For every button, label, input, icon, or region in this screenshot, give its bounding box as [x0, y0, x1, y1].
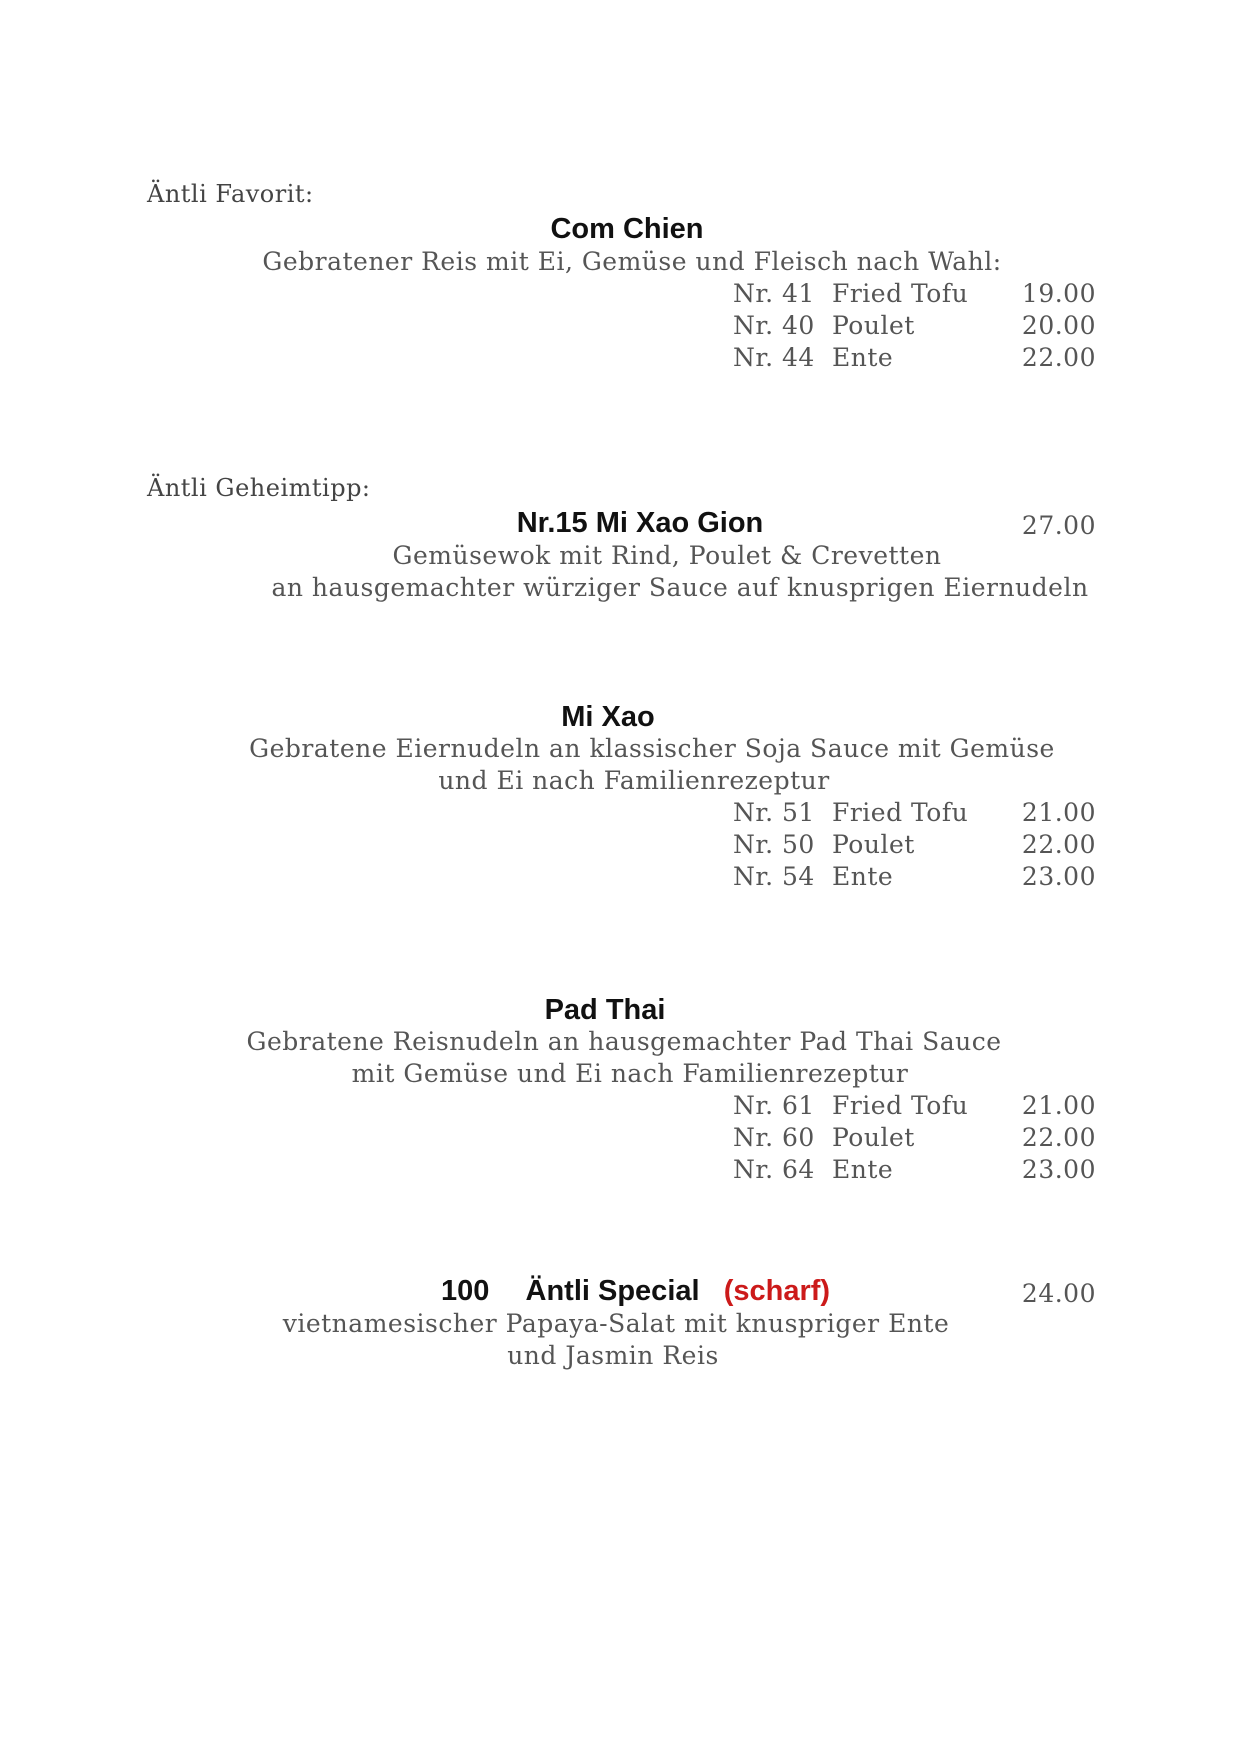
dish-number: 100 — [441, 1275, 490, 1307]
variant-name: Poulet — [832, 1123, 915, 1152]
dish-title-antli-special — [441, 1275, 830, 1308]
variant-name: Poulet — [832, 311, 915, 340]
dish-title-mi-xao-gion: Nr.15 Mi Xao Gion — [516, 507, 764, 539]
spicy-tag: (scharf) — [723, 1275, 831, 1307]
variant-price: 23.00 — [1021, 862, 1096, 891]
section-label-favorit: Äntli Favorit: — [147, 180, 314, 208]
dish-price: 24.00 — [1021, 1279, 1096, 1308]
variant-price: 22.00 — [1021, 830, 1096, 859]
dish-description: vietnamesischer Papaya-Salat mit knuspriger Ente — [282, 1309, 950, 1338]
variant-price: 22.00 — [1021, 1123, 1096, 1152]
dish-name: Äntli Special — [525, 1275, 700, 1307]
dish-title-pad-thai: Pad Thai — [544, 994, 666, 1026]
dish-description: und Ei nach Familienrezeptur — [438, 766, 830, 795]
variant-number: Nr. 60 — [733, 1123, 815, 1152]
variant-price: 20.00 — [1021, 311, 1096, 340]
variant-name: Ente — [832, 1155, 894, 1184]
variant-number: Nr. 64 — [733, 1155, 815, 1184]
variant-number: Nr. 40 — [733, 311, 815, 340]
variant-name: Ente — [832, 343, 894, 372]
dish-description: Gebratene Reisnudeln an hausgemachter Pad Thai Sauce — [246, 1027, 1002, 1056]
variant-price: 23.00 — [1021, 1155, 1096, 1184]
dish-description: Gemüsewok mit Rind, Poulet & Crevetten — [392, 541, 942, 570]
dish-title-com-chien: Com Chien — [550, 213, 704, 245]
variant-price: 21.00 — [1021, 798, 1096, 827]
variant-name: Fried Tofu — [832, 279, 969, 308]
dish-title-mi-xao: Mi Xao — [561, 701, 655, 733]
variant-number: Nr. 44 — [733, 343, 815, 372]
variant-price: 19.00 — [1021, 279, 1096, 308]
dish-price: 27.00 — [1021, 511, 1096, 540]
variant-number: Nr. 61 — [733, 1091, 815, 1120]
variant-name: Fried Tofu — [832, 798, 969, 827]
variant-name: Fried Tofu — [832, 1091, 969, 1120]
variant-price: 22.00 — [1021, 343, 1096, 372]
variant-number: Nr. 41 — [733, 279, 815, 308]
dish-description: Gebratene Eiernudeln an klassischer Soja Sauce mit Gemüse — [249, 734, 1055, 763]
dish-description: und Jasmin Reis — [507, 1341, 719, 1370]
variant-number: Nr. 54 — [733, 862, 815, 891]
variant-number: Nr. 51 — [733, 798, 815, 827]
variant-name: Ente — [832, 862, 894, 891]
section-label-geheimtipp: Äntli Geheimtipp: — [147, 474, 371, 502]
variant-name: Poulet — [832, 830, 915, 859]
variant-price: 21.00 — [1021, 1091, 1096, 1120]
dish-description: Gebratener Reis mit Ei, Gemüse und Fleisch nach Wahl: — [262, 247, 1002, 276]
variant-number: Nr. 50 — [733, 830, 815, 859]
dish-description: an hausgemachter würziger Sauce auf knusprigen Eiernudeln — [271, 573, 1089, 602]
dish-description: mit Gemüse und Ei nach Familienrezeptur — [351, 1059, 909, 1088]
